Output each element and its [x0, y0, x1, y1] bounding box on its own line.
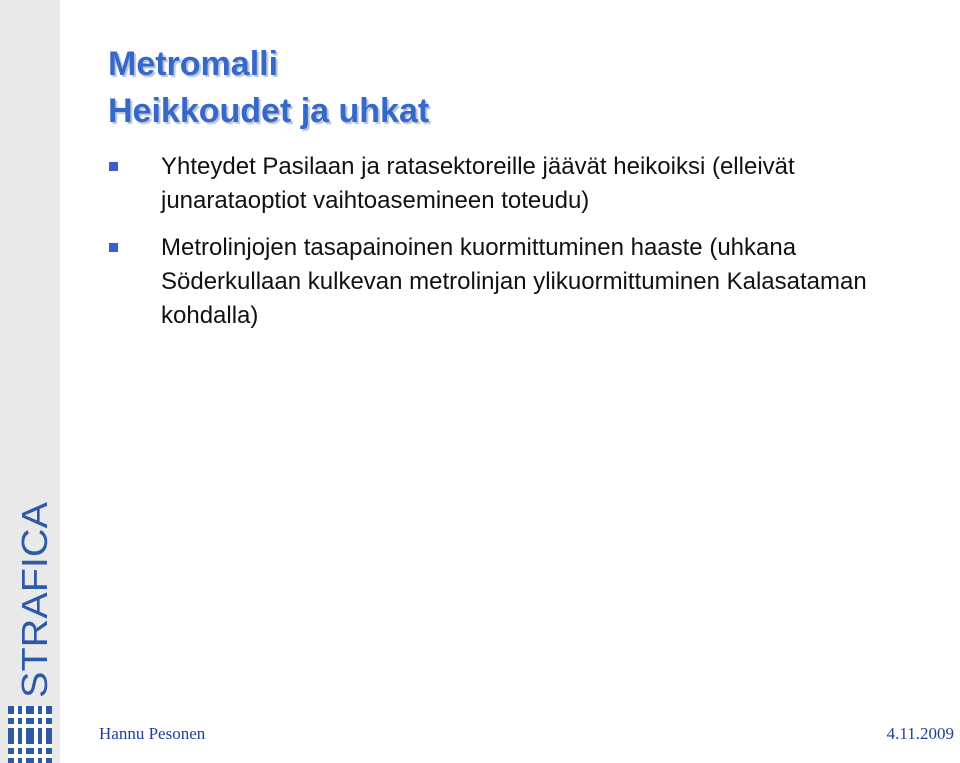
- brand-area: [0, 0, 60, 763]
- strafica-grid-logo-icon: [8, 706, 52, 763]
- slide-title-line1: Metromalli: [108, 45, 279, 83]
- square-bullet-icon: [109, 162, 118, 171]
- bullet-text: Metrolinjojen tasapainoinen kuormittuminen haaste (uhkana Söderkullaan kulkevan metrolinjan ylikuormittuminen Kalasataman kohdalla): [161, 234, 867, 329]
- brand-wordmark: STRAFICA: [14, 519, 55, 698]
- bullet-item: [109, 231, 929, 333]
- bullet-item: [109, 150, 929, 218]
- footer-author: Hannu Pesonen: [99, 724, 206, 743]
- footer-date: 4.11.2009: [886, 724, 954, 743]
- bullet-text: Yhteydet Pasilaan ja ratasektoreille jäävät heikoiksi (elleivät junarataoptiot vaihtoasemineen toteudu): [161, 153, 795, 214]
- square-bullet-icon: [109, 243, 118, 252]
- bullet-list: [109, 150, 929, 346]
- slide-title-line2: Heikkoudet ja uhkat: [108, 92, 430, 130]
